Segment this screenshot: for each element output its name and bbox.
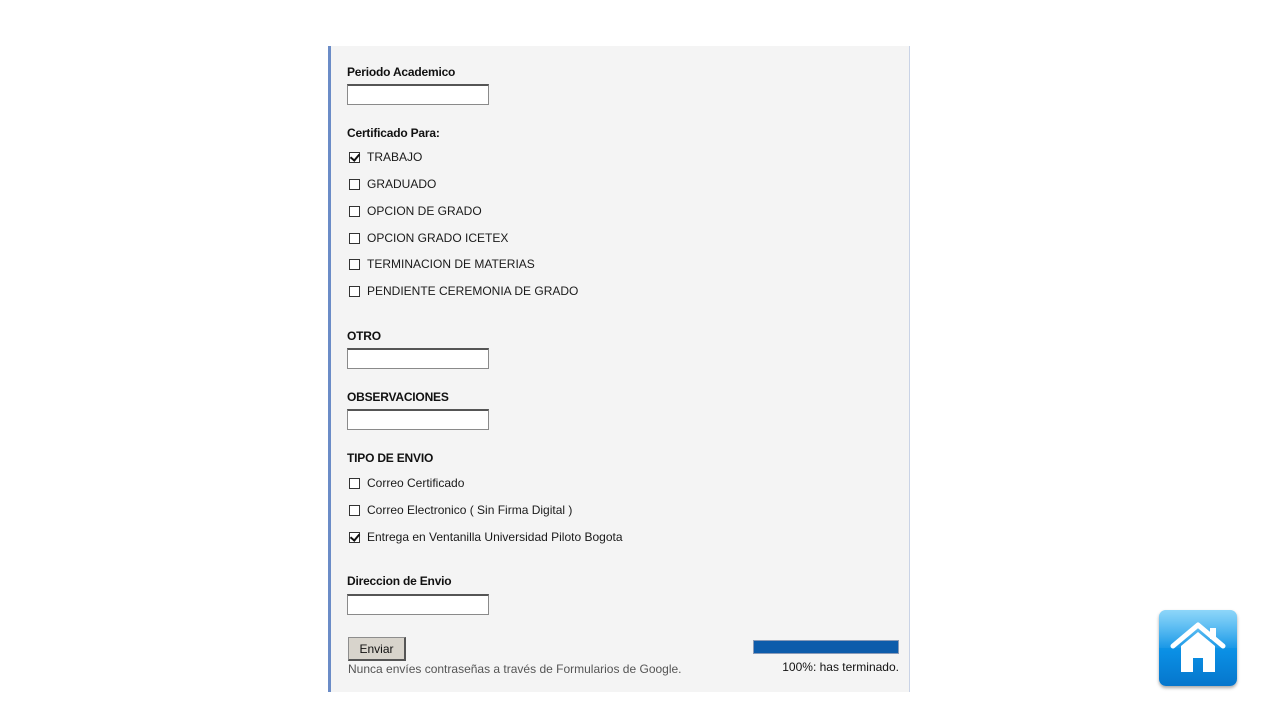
checkbox[interactable] (349, 286, 360, 297)
option-label: OPCION DE GRADO (367, 204, 482, 218)
certificado-option-icetex[interactable] (349, 230, 508, 246)
option-label: OPCION GRADO ICETEX (367, 231, 509, 245)
checkbox[interactable] (349, 206, 360, 217)
envio-option-correo-electronico[interactable] (349, 502, 572, 518)
progress-text: 100%: has terminado. (782, 660, 899, 674)
envio-option-correo-certificado[interactable] (349, 475, 464, 491)
observaciones-input[interactable] (347, 409, 489, 430)
certificado-label: Certificado Para: (347, 126, 440, 140)
certificado-option-graduado[interactable] (349, 176, 436, 192)
certificado-option-ceremonia[interactable] (349, 283, 578, 299)
certificado-option-trabajo[interactable] (349, 149, 422, 165)
checkbox[interactable] (349, 179, 360, 190)
checkbox[interactable] (349, 259, 360, 270)
option-label: Entrega en Ventanilla Universidad Piloto Bogota (367, 530, 623, 544)
direccion-label: Direccion de Envio (347, 574, 452, 588)
form-panel (328, 46, 910, 692)
home-icon (1169, 620, 1227, 676)
option-label: PENDIENTE CEREMONIA DE GRADO (367, 284, 579, 298)
checkbox[interactable] (349, 152, 360, 163)
certificado-option-opcion-de-grado[interactable] (349, 203, 482, 219)
option-label: GRADUADO (367, 177, 437, 191)
option-label: Correo Electronico ( Sin Firma Digital ) (367, 503, 573, 517)
option-label: Correo Certificado (367, 476, 465, 490)
envio-option-ventanilla[interactable] (349, 529, 623, 545)
periodo-label: Periodo Academico (347, 65, 456, 79)
progress-bar (753, 640, 899, 654)
home-button[interactable] (1159, 610, 1237, 686)
option-label: TERMINACION DE MATERIAS (367, 257, 535, 271)
tipo-envio-label: TIPO DE ENVIO (347, 451, 434, 465)
option-label: TRABAJO (367, 150, 423, 164)
checkbox[interactable] (349, 532, 360, 543)
checkbox[interactable] (349, 478, 360, 489)
direccion-input[interactable] (347, 594, 489, 615)
otro-input[interactable] (347, 348, 489, 369)
password-warning: Nunca envíes contraseñas a través de Formularios de Google. (348, 662, 682, 676)
checkbox[interactable] (349, 505, 360, 516)
observaciones-label: OBSERVACIONES (347, 390, 449, 404)
progress-bar-fill (754, 641, 898, 653)
submit-button[interactable]: Enviar (348, 637, 406, 661)
certificado-option-terminacion[interactable] (349, 256, 535, 272)
otro-label: OTRO (347, 329, 381, 343)
periodo-input[interactable] (347, 84, 489, 105)
checkbox[interactable] (349, 233, 360, 244)
